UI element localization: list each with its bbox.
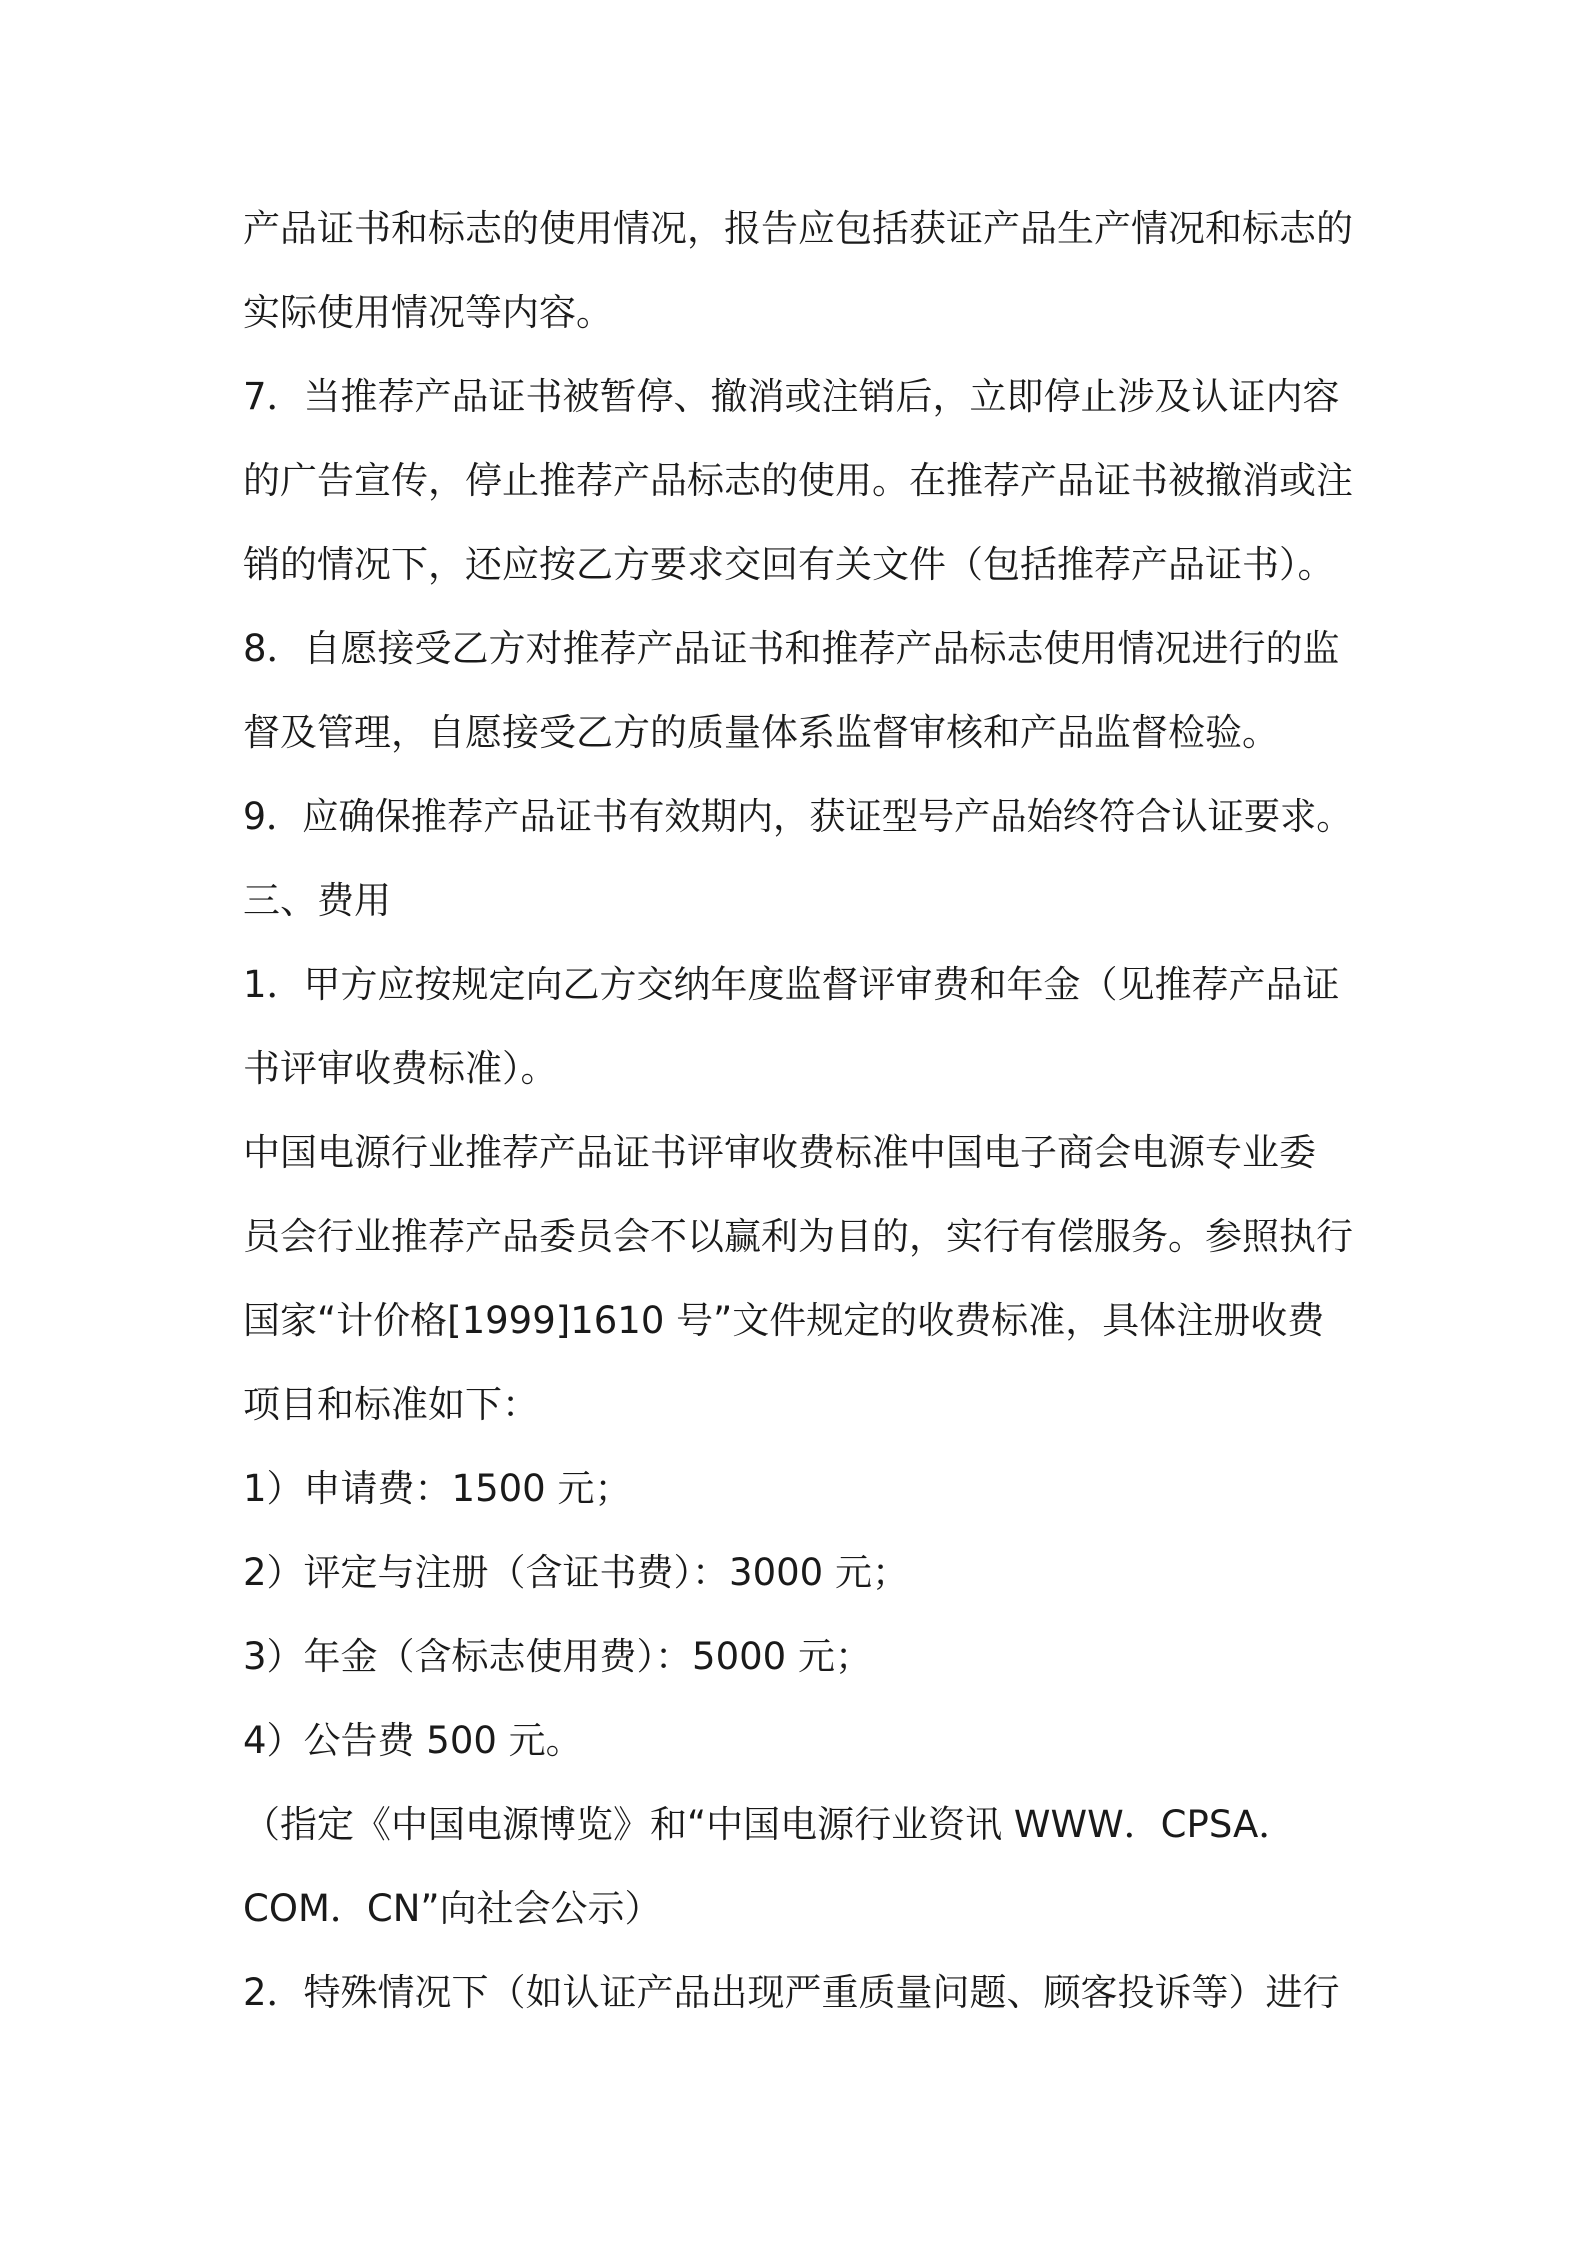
list-item-7: 7．当推荐产品证书被暂停、撤消或注销后，立即停止涉及认证内容 xyxy=(243,375,1340,418)
paragraph-line: 项目和标准如下： xyxy=(243,1383,539,1426)
list-item-9: 9．应确保推荐产品证书有效期内，获证型号产品始终符合认证要求。 xyxy=(243,795,1353,838)
list-item-8: 8．自愿接受乙方对推荐产品证书和推荐产品标志使用情况进行的监 xyxy=(243,627,1340,670)
list-item-1: 1．甲方应按规定向乙方交纳年度监督评审费和年金（见推荐产品证 xyxy=(243,963,1340,1006)
paragraph-line: 实际使用情况等内容。 xyxy=(243,291,613,334)
fee-item: 4）公告费 500 元。 xyxy=(243,1719,583,1762)
list-item-2: 2．特殊情况下（如认证产品出现严重质量问题、顾客投诉等）进行 xyxy=(243,1971,1340,2014)
fee-item: 2）评定与注册（含证书费）：3000 元； xyxy=(243,1551,909,1594)
paragraph-line: 产品证书和标志的使用情况，报告应包括获证产品生产情况和标志的 xyxy=(243,207,1353,250)
paragraph-line: 督及管理，自愿接受乙方的质量体系监督审核和产品监督检验。 xyxy=(243,711,1279,754)
paragraph-line: 中国电源行业推荐产品证书评审收费标准中国电子商会电源专业委 xyxy=(243,1131,1316,1174)
paragraph-line: 的广告宣传，停止推荐产品标志的使用。在推荐产品证书被撤消或注 xyxy=(243,459,1353,502)
fee-item: 1）申请费：1500 元； xyxy=(243,1467,632,1510)
paragraph-line: （指定《中国电源博览》和“中国电源行业资讯 WWW．CPSA． xyxy=(243,1803,1296,1846)
paragraph-line: 销的情况下，还应按乙方要求交回有关文件（包括推荐产品证书）。 xyxy=(243,543,1335,586)
paragraph-line: 国家“计价格[1999]1610 号”文件规定的收费标准，具体注册收费 xyxy=(243,1299,1325,1342)
paragraph-line: COM．CN”向社会公示） xyxy=(243,1887,662,1930)
section-heading-fees: 三、费用 xyxy=(243,879,391,922)
paragraph-line: 员会行业推荐产品委员会不以赢利为目的，实行有偿服务。参照执行 xyxy=(243,1215,1353,1258)
paragraph-line: 书评审收费标准）。 xyxy=(243,1047,558,1090)
fee-item: 3）年金（含标志使用费）：5000 元； xyxy=(243,1635,872,1678)
